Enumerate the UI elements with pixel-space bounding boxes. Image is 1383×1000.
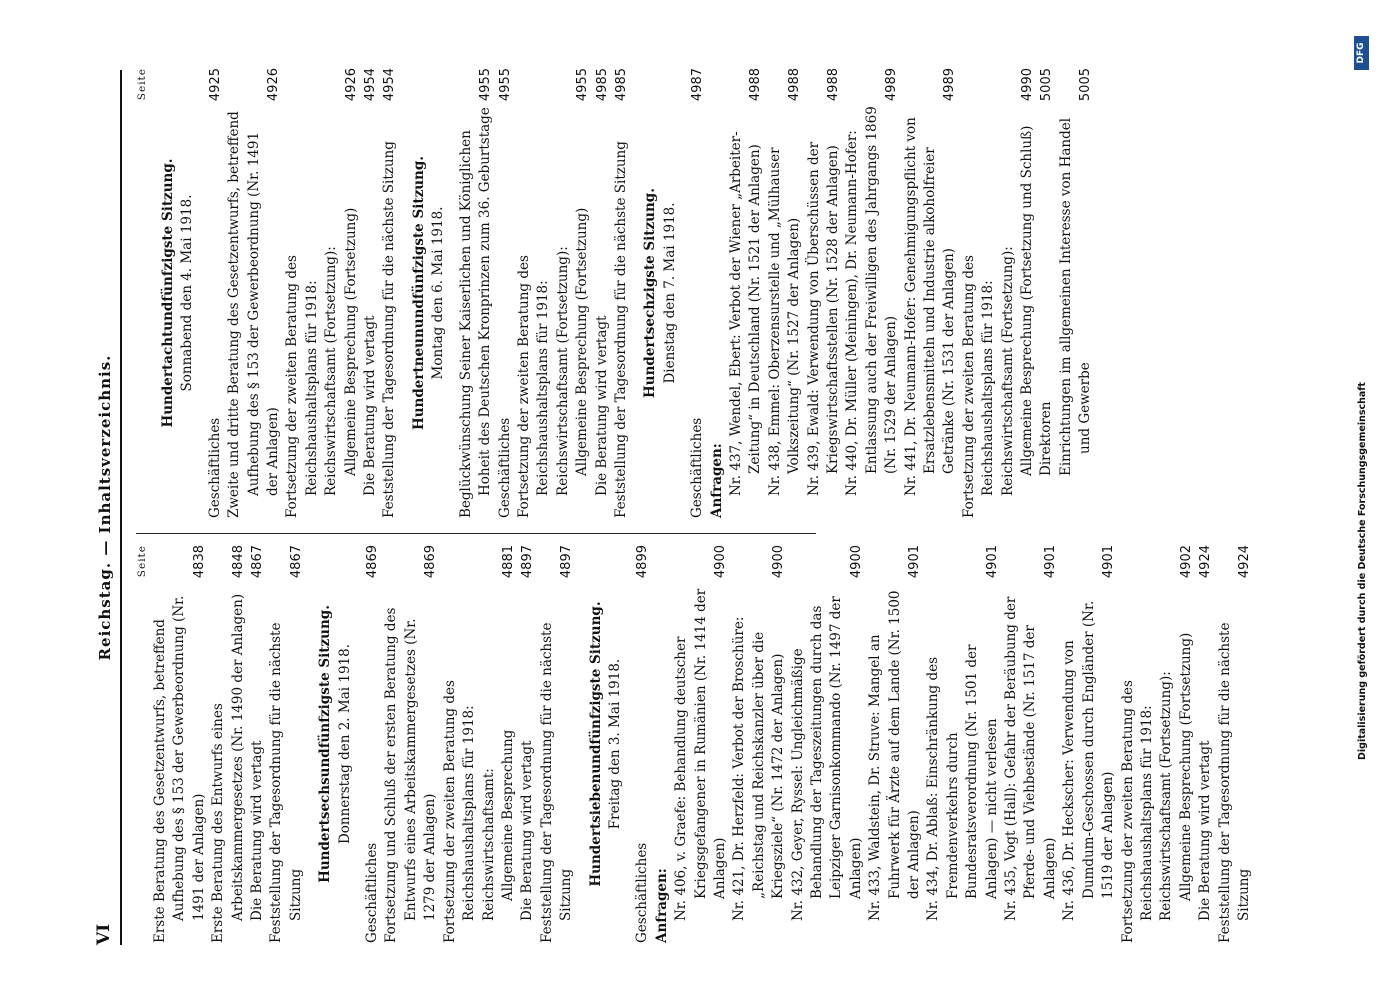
toc-page-number: 4990	[1020, 68, 1036, 102]
toc-page-number: 5005	[1078, 68, 1094, 102]
toc-page-number: 4901	[1042, 545, 1058, 579]
toc-page-number: 4955	[575, 68, 591, 102]
toc-page-number: 4988	[748, 68, 764, 102]
toc-page-number: 4848	[230, 545, 246, 579]
toc-page-number: 4838	[191, 545, 207, 579]
toc-page-number: 4926	[343, 68, 359, 102]
toc-entry	[593, 68, 612, 518]
toc-page-number: 4867	[250, 545, 266, 579]
toc-entry-text: Feststellung der Tagesordnung für die nächste Sitzung	[268, 622, 304, 943]
toc-entry-text: Reichswirtschaftsamt (Fortsetzung):	[323, 246, 340, 496]
toc-page-number: 4897	[520, 545, 536, 579]
right-column	[136, 68, 1096, 518]
toc-entry	[727, 68, 766, 518]
toc-page-number: 4954	[382, 68, 398, 102]
toc-entry	[843, 68, 901, 518]
toc-entry	[688, 68, 707, 518]
toc-entry-text: Geschäftliches	[496, 417, 513, 518]
toc-entry-text: Feststellung der Tagesordnung für die nächste Sitzung	[538, 622, 575, 943]
toc-entry-text: Reichswirtschaftsamt (Fortsetzung):	[1158, 671, 1175, 921]
page-title: Reichstag. — Inhaltsverzeichnis.	[96, 354, 114, 661]
toc-entry-text: Fortsetzung der zweiten Beratung des Reichshaushaltsplans für 1918:	[284, 255, 320, 518]
toc-entry-text: Fortsetzung der zweiten Beratung des Reichshaushaltsplans für 1918:	[960, 255, 997, 518]
section-label: Anfragen:	[653, 868, 670, 943]
seite-label-right: Seite	[136, 68, 148, 101]
toc-entry-text: Fortsetzung der zweiten Beratung des Reichshaushaltsplans für 1918:	[441, 680, 478, 943]
digitization-credit: Digitalisierung gefördert durch die Deutsche Forschungsgemeinschaft	[1357, 382, 1368, 760]
toc-page-number: 4925	[207, 68, 223, 102]
toc-entry	[999, 68, 1018, 518]
toc-entry	[363, 545, 382, 943]
toc-entry-text: Die Beratung wird vertagt	[519, 740, 536, 921]
toc-page-number: 4988	[787, 68, 803, 102]
toc-entry	[672, 545, 730, 943]
toc-entry-text: Nr. 432, Geyer, Ryssel: Ungleichmäßige Behandlung der Tageszeitungen durch das Leipziger Garnisonkommando (Nr. 1497 der Anlagen)	[789, 596, 864, 921]
toc-entry	[1057, 68, 1096, 518]
toc-entry	[1060, 545, 1118, 943]
toc-entry-text: Nr. 434, Dr. Ablaß: Einschränkung des Fremdenverkehrs durch Bundesratsverordnung (Nr. 1501 der Anlagen) — nicht verlesen	[925, 644, 1000, 921]
toc-entry	[1216, 545, 1255, 943]
toc-entry-text: Feststellung der Tagesordnung für die nächste Sitzung	[381, 141, 398, 518]
toc-page-number: 4955	[497, 68, 513, 102]
toc-entry	[441, 545, 480, 943]
toc-page-number: 4869	[423, 545, 439, 579]
toc-entry	[283, 68, 322, 518]
session-heading: Hundertsiebenundfünfzigste Sitzung.	[587, 601, 604, 887]
page-header	[92, 70, 122, 945]
session-date: Montag den 6. Mai 1918.	[430, 206, 447, 380]
toc-entry	[573, 68, 592, 518]
toc-entry	[515, 68, 554, 518]
toc-page-number: 4901	[1101, 545, 1117, 579]
toc-entry	[499, 545, 518, 943]
toc-page-number: 4867	[288, 545, 304, 579]
toc-entry	[902, 68, 960, 518]
toc-page-number: 4989	[942, 68, 958, 102]
toc-entry	[1177, 545, 1196, 943]
toc-page-number: 4902	[1178, 545, 1194, 579]
toc-page-number: 4899	[635, 545, 651, 579]
toc-entry	[518, 545, 537, 943]
session-date: Donnerstag den 2. Mai 1918.	[336, 643, 353, 845]
toc-page-number: 4901	[907, 545, 923, 579]
toc-page-number: 4985	[594, 68, 610, 102]
toc-page-number: 4897	[559, 545, 575, 579]
toc-entry	[322, 68, 341, 518]
session-date: Sonnabend den 4. Mai 1918.	[179, 194, 196, 392]
toc-entry-text: Direktoren	[1038, 401, 1055, 476]
left-column	[136, 545, 1254, 943]
toc-entry	[206, 68, 225, 518]
toc-entry	[380, 68, 399, 518]
toc-entry-text: Nr. 439, Ewald: Verwendung von Überschüssen der Kriegswirtschaftsstellen (Nr. 1528 der Anlagen)	[805, 141, 841, 496]
toc-entry-text: Feststellung der Tagesordnung für die nächste Sitzung	[612, 141, 629, 518]
session-heading: Hundertachtundfünfzigste Sitzung.	[160, 158, 176, 428]
toc-entry-text: Nr. 437, Wendel, Ebert: Verbot der Wiener „Arbeiter-Zeitung“ in Deutschland (Nr. 1521 der Anlagen)	[727, 131, 764, 496]
dfg-logo: DFG	[1354, 36, 1369, 70]
toc-page-number: 4924	[1236, 545, 1252, 579]
toc-entry-text: Reichswirtschaftsamt (Fortsetzung):	[554, 246, 571, 496]
toc-page-number: 4988	[826, 68, 841, 102]
toc-entry	[1119, 545, 1158, 943]
session-date: Freitag den 3. Mai 1918.	[606, 658, 623, 830]
toc-entry-text: Allgemeine Besprechung (Fortsetzung)	[1177, 632, 1194, 901]
toc-entry-text: Beglückwünschung Seiner Kaiserlichen und Königlichen Hoheit des Deutschen Kronprinzen zum 36. Geburtstage	[457, 107, 494, 518]
toc-entry-text: Fortsetzung der zweiten Beratung des Reichshaushaltsplans für 1918:	[515, 255, 552, 518]
toc-entry	[267, 545, 306, 943]
toc-page-number: 4869	[365, 545, 381, 579]
page-number: VI	[94, 923, 114, 945]
session-heading: Hundertneunundfünfzigste Sitzung.	[410, 155, 427, 431]
toc-entry	[1018, 68, 1037, 518]
session-heading: Hundertsechzigste Sitzung.	[642, 188, 659, 398]
toc-entry-text: Einrichtungen im allgemeinen Interesse von Handel und Gewerbe	[1057, 117, 1094, 476]
toc-entry-text: Geschäftliches	[364, 842, 381, 943]
toc-page-number: 4955	[478, 68, 494, 102]
toc-entry	[633, 545, 652, 943]
toc-page-number: 4900	[712, 545, 728, 579]
toc-page-number: 4954	[363, 68, 379, 102]
toc-entry	[789, 545, 867, 943]
toc-entry-text: Die Beratung wird vertagt	[593, 315, 610, 496]
left-toc-list	[151, 545, 1254, 943]
toc-entry-text: Reichswirtschaftsamt (Fortsetzung):	[999, 246, 1016, 496]
toc-entry	[382, 545, 440, 943]
toc-entry-text: Fortsetzung und Schluß der ersten Beratung des Entwurfs eines Arbeitskammergesetzes (Nr. 1279 der Anlagen)	[383, 607, 439, 943]
toc-page-number: 4900	[771, 545, 787, 579]
toc-entry-text: Geschäftliches	[206, 417, 223, 518]
toc-entry-text: Die Beratung wird vertagt	[362, 315, 379, 496]
toc-entry-text: Nr. 435, Vogt (Hall): Gefahr der Beräubung der Pferde- und Viehbestände (Nr. 1517 der Anlagen)	[1003, 596, 1058, 921]
toc-entry	[151, 545, 209, 943]
toc-entry	[1196, 545, 1215, 943]
toc-entry	[554, 68, 573, 518]
toc-entry-text: Erste Beratung des Entwurfs eines Arbeitskammergesetzes (Nr. 1490 der Anlagen)	[210, 593, 246, 943]
toc-entry-text: Nr. 436, Dr. Heckscher: Verwendung von Dumdum-Geschossen durch Engländer (Nr. 1519 der Anlagen)	[1061, 600, 1117, 921]
toc-page-number: 4926	[266, 68, 282, 102]
toc-entry-text: Nr. 440, Dr. Müller (Meiningen), Dr. Neumann-Hofer: Entlassung auch der Freiwilligen des Jahrgangs 1869 (Nr. 1529 der Anlagen)	[844, 106, 900, 496]
toc-entry	[960, 68, 999, 518]
toc-entry	[496, 68, 515, 518]
toc-entry-text: Geschäftliches	[634, 842, 651, 943]
toc-entry	[805, 68, 844, 518]
toc-page-number: 4901	[984, 545, 1000, 579]
section-label: Anfragen:	[708, 443, 725, 518]
toc-entry	[766, 68, 805, 518]
session-heading: Hundertsechsundfünfzigste Sitzung.	[317, 605, 334, 883]
toc-entry	[457, 68, 496, 518]
toc-entry	[248, 545, 267, 943]
toc-entry-text: Allgemeine Besprechung (Fortsetzung)	[342, 207, 359, 476]
toc-entry-text: Nr. 406, v. Graefe: Behandlung deutscher Kriegsgefangener in Rumänien (Nr. 1414 der Anlagen)	[673, 588, 728, 921]
toc-entry-text: Allgemeine Besprechung (Fortsetzung und Schluß)	[1019, 125, 1036, 476]
toc-entry-text: Zweite und dritte Beratung des Gesetzentwurfs, betreffend Aufhebung des § 153 der Gewerbeordnung (Nr. 1491 der Anlagen)	[226, 111, 282, 518]
toc-entry	[361, 68, 380, 518]
toc-page-number: 4987	[690, 68, 706, 102]
toc-entry-text: Die Beratung wird vertagt	[1197, 740, 1214, 921]
toc-entry	[538, 545, 577, 943]
toc-entry	[1157, 545, 1176, 943]
toc-page-number: 4881	[500, 545, 516, 579]
toc-entry-text: Allgemeine Besprechung	[499, 729, 516, 901]
toc-entry-text: Nr. 421, Dr. Herzfeld: Verbot der Broschüre: „Reichstag und Reichskanzler über die Kriegsziele“ (Nr. 1472 der Anlagen)	[731, 616, 787, 921]
toc-entry-text: Erste Beratung des Gesetzentwurfs, betreffend Aufhebung des § 153 der Gewerbeordnung (Nr. 1491 der Anlagen)	[152, 595, 207, 943]
toc-entry-text: Die Beratung wird vertagt	[249, 740, 266, 921]
toc-entry	[1002, 545, 1060, 943]
toc-entry-text: Reichswirtschaftsamt:	[480, 768, 497, 921]
right-toc-list	[159, 68, 1096, 518]
toc-entry	[342, 68, 361, 518]
toc-page-number: 5005	[1039, 68, 1055, 102]
toc-entry	[730, 545, 788, 943]
toc-entry	[924, 545, 1002, 943]
toc-entry	[209, 545, 248, 943]
toc-page-number: 4900	[848, 545, 864, 579]
seite-label-left: Seite	[136, 545, 148, 578]
toc-entry	[866, 545, 924, 943]
toc-entry-text: Nr. 438, Emmel: Oberzensurstelle und „Mülhauser Volkszeitung“ (Nr. 1527 der Anlagen)	[766, 147, 803, 496]
toc-entry	[225, 68, 283, 518]
toc-page-number: 4989	[884, 68, 900, 102]
toc-entry-text: Fortsetzung der zweiten Beratung des Reichshaushaltsplans für 1918:	[1119, 680, 1155, 943]
toc-entry-text: Nr. 441, Dr. Neumann-Hofer: Genehmigungspflicht von Ersatzlebensmitteln und Industrie alkoholfreier Getränke (Nr. 1531 der Anlagen)	[902, 117, 958, 496]
toc-entry-text: Allgemeine Besprechung (Fortsetzung)	[574, 207, 591, 476]
toc-page-number: 4924	[1198, 545, 1214, 579]
toc-page-number: 4985	[613, 68, 629, 102]
toc-entry-text: Feststellung der Tagesordnung für die nächste Sitzung	[1216, 622, 1252, 943]
toc-entry-text: Nr. 433, Waldstein, Dr. Struve: Mangel an Fuhrwerk für Ärzte auf dem Lande (Nr. 1500 der Anlagen)	[867, 590, 923, 921]
toc-entry	[1037, 68, 1056, 518]
toc-entry	[480, 545, 499, 943]
session-date: Dienstag den 7. Mai 1918.	[661, 202, 678, 384]
toc-entry-text: Geschäftliches	[689, 417, 706, 518]
column-divider	[136, 533, 816, 534]
toc-entry	[612, 68, 631, 518]
